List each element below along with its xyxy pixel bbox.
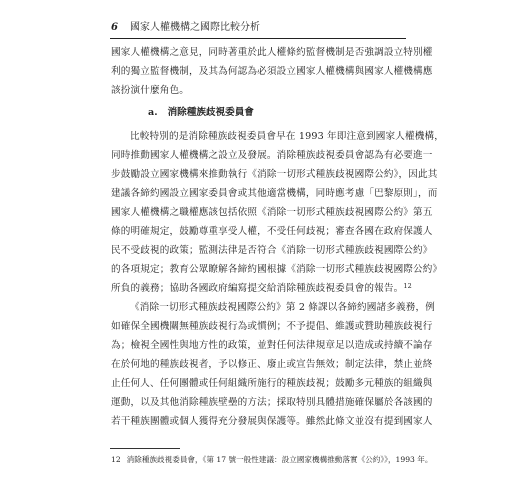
subsection-title: 消除種族歧視委員會 xyxy=(167,107,254,118)
paragraph-line: 《消除一切形式種族歧視國際公約》第 2 條課以各締約國諸多義務，例 xyxy=(130,302,435,313)
paragraph-line: 同時推動國家人權機構之設立及發展。消除種族歧視委員會認為有必要進一 xyxy=(111,150,433,161)
header-rule xyxy=(110,38,406,39)
paragraph-line: 比較特別的是消除種族歧視委員會早在 1993 年即注意到國家人權機構， xyxy=(130,131,444,142)
paragraph-line: 為；檢視全國性與地方性的政策，並對任何法律規章足以造成或持續不論存 xyxy=(111,340,433,351)
footnote-rule xyxy=(110,448,180,449)
paragraph-line: 止任何人、任何團體或任何組織所施行的種族歧視；鼓勵多元種族的組織與 xyxy=(111,378,433,389)
paragraph-line: 建議各締約國設立國家委員會或其他適當機構，同時應考慮「巴黎原則」，而 xyxy=(111,188,438,199)
footnote-reference: 12 xyxy=(403,282,412,290)
footnote-number: 12 xyxy=(111,455,121,464)
paragraph-line: 條的明確規定，鼓勵尊重享受人權，不受任何歧視；審查各國在政府保護人 xyxy=(111,226,433,237)
paragraph-line: 該扮演什麼角色。 xyxy=(111,85,189,96)
running-title: 國家人權機構之國際比較分析 xyxy=(129,22,260,33)
paragraph-line: 若干種族團體或個人獲得充分發展與保護等。雖然此條文並沒有提到國家人 xyxy=(111,416,433,427)
paragraph-line: 的各項規定；教育公眾瞭解各締約國根據《消除一切形式種族歧視國際公約》 xyxy=(111,264,443,275)
paragraph-line: 運動，以及其他消除種族壁壘的方法；採取特別具體措施確保屬於各該國的 xyxy=(111,397,433,408)
paragraph-line: 國家人權機構之意見，同時著重於此人權條約監督機制是否強調設立特別權 xyxy=(111,47,433,58)
running-header xyxy=(111,20,411,36)
subsection-letter: a. xyxy=(148,107,158,118)
subsection-heading xyxy=(148,104,254,122)
paragraph-line: 國家人權機構之職權應該包括依照《消除一切形式種族歧視國際公約》第五 xyxy=(111,207,433,218)
page-number: 6 xyxy=(111,22,118,33)
paragraph-line: 在於何地的種族歧視者，予以修正、廢止或宣告無效；制定法律，禁止並終 xyxy=(111,359,433,370)
paragraph-line: 步鼓勵設立國家機構來推動執行《消除一切形式種族歧視國際公約》，因此其 xyxy=(111,169,438,180)
paragraph-line: 民不受歧視的政策；監測法律是否符合《消除一切形式種族歧視國際公約》 xyxy=(111,245,433,256)
footnote xyxy=(111,453,433,467)
paragraph-line: 如確保全國機關無種族歧視行為或慣例；不予提倡、維護或贊助種族歧視行 xyxy=(111,321,433,332)
paragraph-line: 所負的義務；協助各國政府編寫提交給消除種族歧視委員會的報告。$^{12}$ xyxy=(111,282,412,294)
paragraph-line: 利的獨立監督機制，及其為何認為必須設立國家人權機構與國家人權機構應 xyxy=(111,66,433,77)
footnote-text: 消除種族歧視委員會，《第 17 號一般性建議：設立國家機構推動落實《公約》》，1993 年。 xyxy=(126,455,433,464)
